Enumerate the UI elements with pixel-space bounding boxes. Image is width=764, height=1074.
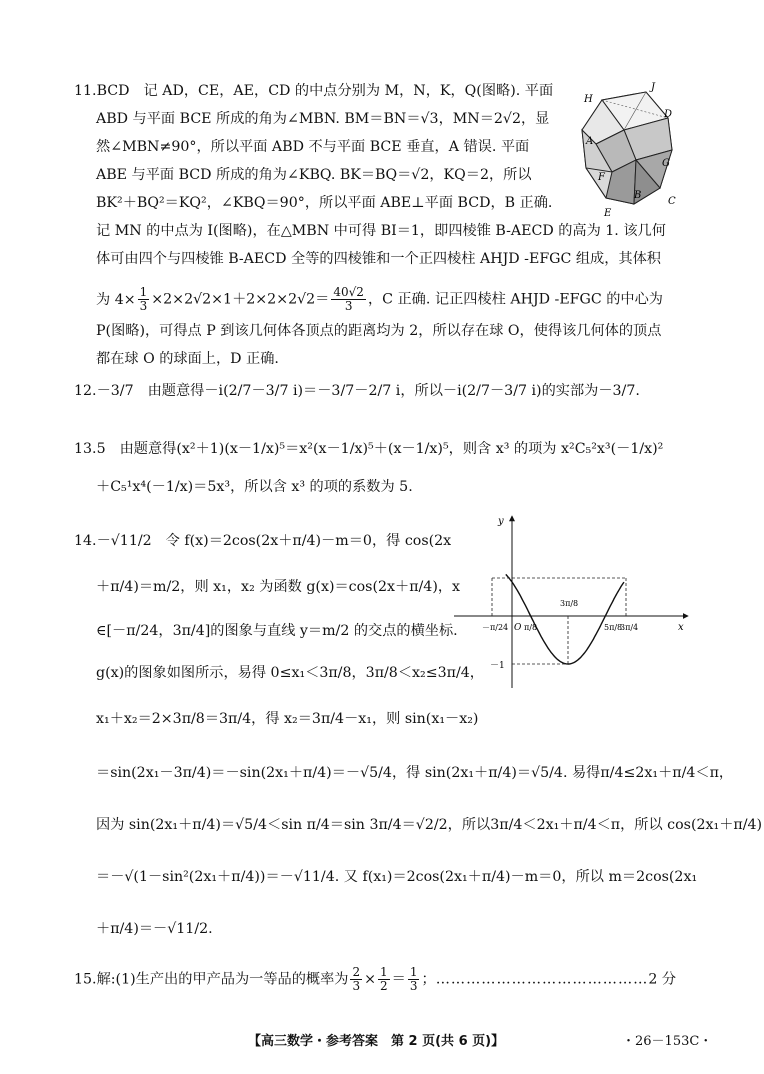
vertex-label-j: J [651, 82, 656, 93]
q11-line-3: 然∠MBN≠90°，所以平面 ABD 不与平面 BCE 垂直，A 错误. 平面 [96, 139, 530, 155]
q11-answer: BCD [96, 83, 130, 99]
fraction-1-2: $\frac{1}{2}$ [380, 965, 388, 993]
vertex-label-g: G [662, 158, 670, 169]
q11-number: 11. [74, 83, 97, 99]
page-footer [0, 1030, 764, 1054]
q14-line-2: ＋π/4)＝m/2，则 x₁，x₂ 为函数 g(x)＝cos(2x＋π/4)，x [96, 579, 461, 595]
tick-5pi8: 5π/8 [604, 623, 623, 632]
q11-line-5: BK²＋BQ²＝KQ²，∠KBQ＝90°，所以平面 ABE⊥平面 BCD，B 正确. [96, 195, 553, 211]
vertex-label-e: E [604, 208, 612, 219]
vertex-label-f: F [598, 172, 605, 183]
cosine-curve [506, 574, 624, 664]
footer-title: 【高三数学・参考答案 第 2 页(共 6 页)】 [248, 1034, 505, 1049]
q11-line-9: P(图略)，可得点 P 到该几何体各顶点的距离均为 2，所以存在球 O，使得该几何体的顶点 [96, 323, 662, 339]
q13-line-1: 13.5 由题意得(x²＋1)(x－1/x)⁵＝x²(x－1/x)⁵＋(x－1/x)⁵，则含 x³ 的项为 x²C₅²x³(－1/x)² [74, 441, 664, 457]
tick-pi8: π/8 [524, 623, 538, 632]
q11-line-8: 为 4× $\frac{1}{3}$ ×2×2√2×1＋2×2×2√2＝ $\frac{40√2}{3}$ ，C 正确. 记正四棱柱 AHJD -EFGC 的中心为 [96, 285, 663, 313]
fraction-1-3b: $\frac{1}{3}$ [409, 965, 418, 993]
q14-line-9: ＋π/4)＝－√11/2. [96, 921, 213, 937]
q14-answer: －√11/2 [96, 533, 152, 549]
fraction-1-3: $\frac{1}{3}$ [139, 285, 148, 313]
q14-line-6: ＝sin(2x₁－3π/4)＝－sin(2x₁＋π/4)＝－√5/4，得 sin(2x₁＋π/4)＝√5/4. 易得π/4≤2x₁＋π/4＜π， [96, 765, 734, 781]
vertex-label-h: H [584, 94, 593, 105]
q11-line-2: ABD 与平面 BCE 所成的角为∠MBN. BM＝BN＝√3，MN＝2√2，显 [96, 111, 550, 127]
tick-minus1: －1 [490, 661, 505, 671]
footer-code: ・26－153C・ [622, 1034, 713, 1049]
vertex-label-b: B [634, 190, 642, 201]
score-label: 2 分 [648, 971, 677, 988]
q15-line: 15.解:(1)生产出的甲产品为一等品的概率为 $\frac{2}{3}$ × $\frac{1}{2}$ ＝ $\frac{1}{3}$ ；……………………………………2 分 [74, 965, 677, 993]
cosine-graph [454, 512, 694, 692]
q14-line-4: g(x)的图象如图所示，易得 0≤x₁＜3π/8，3π/8＜x₂≤3π/4， [96, 665, 484, 681]
q11-line-10: 都在球 O 的球面上，D 正确. [96, 351, 279, 367]
q12-answer: －3/7 [96, 383, 134, 399]
q11-line-6: 记 MN 的中点为 I(图略)，在△MBN 中可得 BI＝1，即四棱锥 B-AECD 的高为 1. 该几何 [96, 223, 666, 239]
q14-line-1: 14.－√11/2 令 f(x)＝2cos(2x＋π/4)－m＝0，得 cos(2x [74, 533, 452, 549]
q15-number: 15. [74, 971, 97, 988]
tick-origin: O [514, 623, 522, 633]
fraction-40sqrt2-3: $\frac{40√2}{3}$ [333, 285, 364, 313]
score-leader-dots: …………………………………… [435, 971, 649, 988]
q13-number: 13. [74, 441, 97, 457]
q14-line-7: 因为 sin(2x₁＋π/4)＝√5/4＜sin π/4＝sin 3π/4＝√2/2，所以3π/4＜2x₁＋π/4＜π，所以 cos(2x₁＋π/4) [96, 817, 763, 833]
tick-3pi8: 3π/8 [560, 599, 579, 608]
q12-line: 12.－3/7 由题意得－i(2/7－3/7 i)＝－3/7－2/7 i，所以－i(2/7－3/7 i)的实部为－3/7. [74, 383, 640, 399]
q11-line-1: 11.BCD 记 AD，CE，AE，CD 的中点分别为 M，N，K，Q(图略). 平面 [74, 83, 554, 99]
q13-line-2: ＋C₅¹x⁴(－1/x)＝5x³，所以含 x³ 的项的系数为 5. [96, 479, 413, 495]
fraction-2-3: $\frac{2}{3}$ [352, 965, 361, 993]
tick-3pi4: 3π/4 [620, 623, 639, 632]
vertex-label-d: D [664, 109, 673, 120]
y-axis-label: y [498, 516, 504, 527]
x-axis-label: x [678, 622, 684, 633]
tick-neg-pi24: －π/24 [482, 623, 509, 632]
q13-answer: 5 [96, 441, 106, 457]
polyhedron-figure [572, 80, 696, 220]
q14-line-5: x₁＋x₂＝2×3π/8＝3π/4，得 x₂＝3π/4－x₁，则 sin(x₁－x₂) [96, 711, 479, 727]
q14-line-3: ∈[－π/24，3π/4]的图象与直线 y＝m/2 的交点的横坐标. [96, 623, 458, 639]
q11-line-7: 体可由四个与四棱锥 B-AECD 全等的四棱锥和一个正四棱柱 AHJD -EFGC 组成，其体积 [96, 251, 661, 267]
q14-number: 14. [74, 533, 97, 549]
q11-line-4: ABE 与平面 BCD 所成的角为∠KBQ. BK＝BQ＝√2，KQ＝2，所以 [96, 167, 532, 183]
vertex-label-c: C [668, 196, 676, 207]
q12-number: 12. [74, 383, 97, 399]
q14-line-8: ＝－√(1－sin²(2x₁＋π/4))＝－√11/4. 又 f(x₁)＝2cos(2x₁＋π/4)－m＝0，所以 m＝2cos(2x₁ [96, 869, 698, 885]
vertex-label-a: A [586, 136, 594, 147]
